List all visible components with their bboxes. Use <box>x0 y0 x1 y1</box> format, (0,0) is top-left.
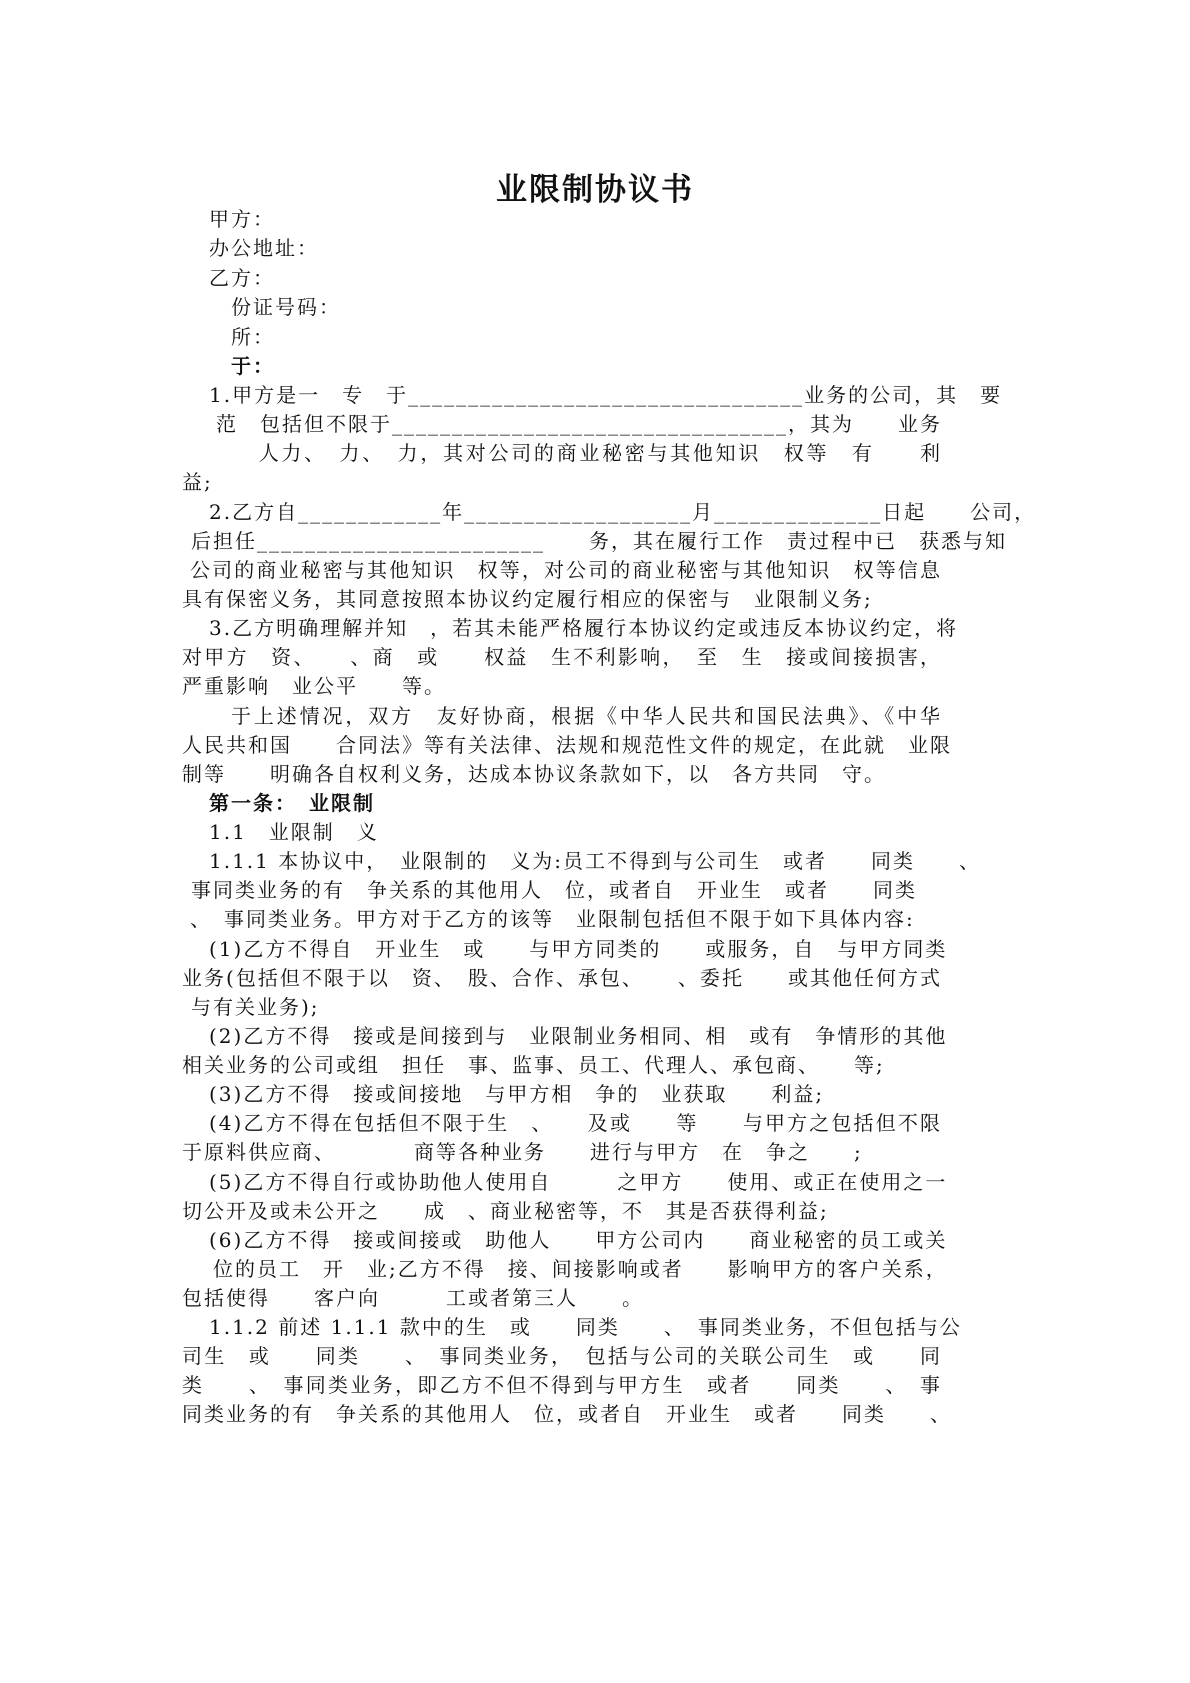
whereas-heading: 于： <box>231 354 275 378</box>
clause-line: (3)乙方不得 接或间接地 与甲方相 争的 业获取 利益; <box>209 1082 825 1106</box>
clause-line: 业务(包括但不限于以 资、 股、合作、承包、 、委托 或其他任何方式 <box>182 966 942 990</box>
clause-line: 、 事同类业务。甲方对于乙方的该等 业限制包括但不限于如下具体内容: <box>190 907 915 931</box>
party-b-label: 乙方： <box>209 266 275 290</box>
id-number-label: 份证号码： <box>231 295 341 319</box>
clause-line: 严重影响 业公平 等。 <box>182 674 446 698</box>
clause-line: 具有保密义务，其同意按照本协议约定履行相应的保密与 业限制义务; <box>182 587 873 611</box>
clause-line: 益; <box>182 470 213 494</box>
clause-line: 切公开及或未公开之 成 、商业秘密等，不 其是否获得利益; <box>182 1199 829 1223</box>
clause-line: 后担任________________________ 务，其在履行工作 责过程中已 获悉与知 <box>191 529 1007 553</box>
clause-line: 1.1.1 本协议中， 业限制的 义为:员工不得到与公司生 或者 同类 、 <box>209 849 981 873</box>
clause-line: (4)乙方不得在包括但不限于生 、 及或 等 与甲方之包括但不限 <box>209 1111 942 1135</box>
clause-line: 司生 或 同类 、 事同类业务， 包括与公司的关联公司生 或 同 <box>182 1344 942 1368</box>
clause-line: (5)乙方不得自行或协助他人使用自 之甲方 使用、或正在使用之一 <box>209 1170 948 1194</box>
clause-line: 公司的商业秘密与其他知识 权等，对公司的商业秘密与其他知识 权等信息 <box>190 558 942 582</box>
office-address-label: 办公地址： <box>209 236 319 260</box>
section-heading: 1.1 业限制 义 <box>209 820 379 844</box>
clause-line: 相关业务的公司或组 担任 事、监事、员工、代理人、承包商、 等; <box>182 1053 885 1077</box>
clause-line: 位的员工 开 业;乙方不得 接、间接影响或者 影响甲方的客户关系， <box>213 1257 948 1281</box>
clause-line: 同类业务的有 争关系的其他用人 位，或者自 开业生 或者 同类 、 <box>182 1402 952 1426</box>
clause-line: 类 、 事同类业务，即乙方不但不得到与甲方生 或者 同类 、 事 <box>182 1373 942 1397</box>
party-a-label: 甲方： <box>209 207 275 231</box>
clause-line: 3.乙方明确理解并知 ，若其未能严格履行本协议约定或违反本协议约定，将 <box>209 616 959 640</box>
clause-line: 范 包括但不限于_________________________________，其为 业务 <box>216 412 942 436</box>
clause-line: 人民共和国 合同法》等有关法律、法规和规范性文件的规定，在此就 业限 <box>182 733 952 757</box>
document-title: 业限制协议书 <box>496 172 694 208</box>
clause-line: 制等 明确各自权利义务，达成本协议条款如下，以 各方共同 守。 <box>182 762 886 786</box>
clause-line: 事同类业务的有 争关系的其他用人 位，或者自 开业生 或者 同类 <box>191 878 917 902</box>
article-one-heading: 第一条： 业限制 <box>209 791 375 815</box>
clause-line: 1.1.2 前述 1.1.1 款中的生 或 同类 、 事同类业务，不但包括与公 <box>209 1315 962 1339</box>
clause-line: 包括使得 客户向 工或者第三人 。 <box>182 1286 644 1310</box>
clause-line: (2)乙方不得 接或是间接到与 业限制业务相同、相 或有 争情形的其他 <box>209 1024 948 1048</box>
residence-label: 所： <box>231 325 275 349</box>
clause-line: 于原料供应商、 商等各种业务 进行与甲方 在 争之 ; <box>182 1140 863 1164</box>
clause-line: 于上述情况，双方 友好协商，根据《中华人民共和国民法典》、《中华 <box>231 704 942 728</box>
clause-line: (1)乙方不得自 开业生 或 与甲方同类的 或服务，自 与甲方同类 <box>209 937 948 961</box>
clause-line: 2.乙方自____________年___________________月______________日起 公司， <box>209 500 1037 524</box>
clause-line: (6)乙方不得 接或间接或 助他人 甲方公司内 商业秘密的员工或关 <box>209 1228 948 1252</box>
clause-line: 1.甲方是一 专 于_________________________________业务的公司，其 要 <box>209 383 1003 407</box>
clause-line: 对甲方 资、 、商 或 权益 生不利影响， 至 生 接或间接损害， <box>182 645 942 669</box>
clause-line: 人力、 力、 力，其对公司的商业秘密与其他知识 权等 有 利 <box>236 441 942 465</box>
clause-line: 与有关业务); <box>191 995 320 1019</box>
